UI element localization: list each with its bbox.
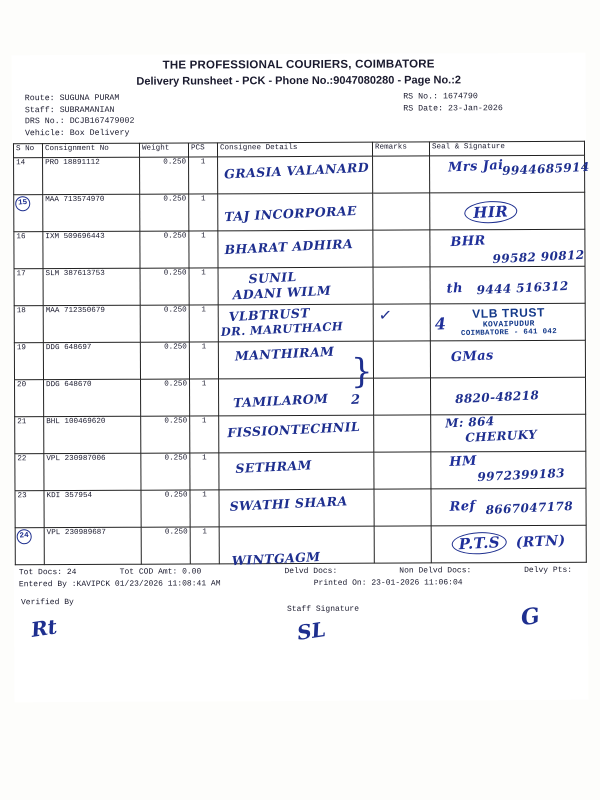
handwritten-phone: 9972399183 <box>477 466 566 485</box>
cell-consignee-details <box>218 157 373 195</box>
cell-remarks <box>373 341 430 378</box>
cell-signature <box>431 489 586 527</box>
cell-consignment: IXM 509696443 <box>43 232 140 269</box>
handwritten-signature: M: 864 <box>444 414 495 431</box>
handwritten-signature: HIR <box>464 200 518 225</box>
handwritten-consignee: SETHRAM <box>235 457 313 477</box>
circled-sno: 15 <box>15 196 31 212</box>
table-row <box>15 489 586 528</box>
handwritten-consignee: BHARAT ADHIRA <box>224 236 354 258</box>
col-sno: S No <box>13 144 42 158</box>
col-pcs: PCS <box>188 143 217 157</box>
handwritten-phone: 99582 90812 <box>492 248 585 267</box>
cell-consignment: VPL 230989687 <box>44 528 141 565</box>
cell-weight: 0.250 <box>141 490 190 527</box>
signature-block <box>15 596 587 656</box>
document-meta <box>13 91 585 140</box>
cell-consignee-details <box>218 194 373 232</box>
cell-signature <box>431 415 586 453</box>
handwritten-phone: 9444 516312 <box>476 279 569 298</box>
handwritten-consignee: GRASIA VALANARD <box>223 159 370 182</box>
stamp-line1: VLB TRUST <box>472 305 546 322</box>
handwritten-consignee-line2: DR. MARUTHACH <box>220 319 344 340</box>
printed-on: Printed On: 23-01-2026 11:06:04 <box>313 578 463 588</box>
handwritten-signature: 4 <box>434 314 447 335</box>
meta-right-block <box>403 91 503 115</box>
tot-docs: Tot Docs: 24 <box>18 568 77 578</box>
cell-pcs: 1 <box>190 453 219 490</box>
cell-consignment: DDG 648697 <box>43 343 140 380</box>
handwritten-consignee: TAJ INCORPORAE <box>224 203 358 225</box>
cell-weight: 0.250 <box>140 305 189 342</box>
cell-signature <box>430 193 585 231</box>
col-remarks: Remarks <box>372 142 429 156</box>
cell-weight: 0.250 <box>141 453 190 490</box>
cell-consignee-details <box>218 268 373 306</box>
cell-consignee-details <box>219 416 374 454</box>
staff-signature-mark: SL <box>295 617 328 646</box>
tot-cod-amt: Tot COD Amt: 0.00 <box>119 567 202 578</box>
col-consignee-details: Consignee Details <box>217 143 372 158</box>
meta-drs-no: DRS No.: DCJB167479002 <box>24 116 135 127</box>
verified-by-mark: Rt <box>29 614 59 643</box>
cell-consignee-details <box>218 305 373 343</box>
cell-consignee-details <box>219 490 374 528</box>
cell-signature <box>430 156 590 194</box>
handwritten-consignee: TAMILAROM <box>232 391 329 411</box>
cell-sno <box>15 528 44 565</box>
cell-signature <box>431 378 586 416</box>
cell-sno <box>14 195 43 232</box>
cell-weight: 0.250 <box>140 342 189 379</box>
cell-weight: 0.250 <box>140 231 189 268</box>
table-row <box>14 304 585 343</box>
handwritten-phone: 8820-48218 <box>454 388 540 407</box>
cell-signature <box>431 526 586 564</box>
stamp-line2: KOVAIPUDUR <box>482 319 535 331</box>
cell-consignment: BHL 100469620 <box>44 417 141 454</box>
extra-signature-mark: G <box>519 603 542 632</box>
cell-sno: 19 <box>14 343 43 380</box>
cell-weight: 0.250 <box>140 268 189 305</box>
vlb-trust-stamp <box>460 305 557 338</box>
table-row <box>15 452 586 491</box>
handwritten-signature-line2: CHERUKY <box>464 427 538 446</box>
cell-pcs: 1 <box>189 157 218 194</box>
cell-consignee-details <box>219 379 374 417</box>
cell-remarks <box>374 378 431 415</box>
table-row <box>14 230 585 269</box>
handwritten-consignee-line2: ADANI WILM <box>232 283 332 303</box>
meta-route: Route: SUGUNA PURAM <box>24 93 120 104</box>
handwritten-qty: 2 <box>350 392 361 409</box>
handwritten-signature: th <box>446 281 464 298</box>
stamp-line3: COIMBATORE - 641 042 <box>460 328 558 339</box>
handwritten-consignee: FISSIONTECHNIL <box>226 419 361 441</box>
cell-signature <box>431 452 586 490</box>
cell-signature <box>430 267 585 305</box>
cell-remarks <box>373 156 430 193</box>
document-subtitle: Delivery Runsheet - PCK - Phone No.:9047080280 - Page No.:2 <box>136 74 462 88</box>
meta-rs-no: RS No.: 1674790 <box>403 92 478 102</box>
meta-staff: Staff: SUBRAMANIAN <box>24 105 115 115</box>
col-seal-signature: Seal & Signature <box>429 142 584 157</box>
col-weight: Weight <box>139 143 188 157</box>
cell-weight: 0.250 <box>141 416 190 453</box>
cell-sno: 21 <box>15 417 44 454</box>
check-mark-icon: ✓ <box>378 306 392 328</box>
handwritten-signature: P.T.S <box>451 531 507 556</box>
table-row <box>15 415 586 454</box>
cell-sno: 16 <box>14 232 43 269</box>
staff-signature-label: Staff Signature <box>286 605 360 615</box>
cell-sno: 23 <box>15 491 44 528</box>
cell-sno: 14 <box>14 158 43 195</box>
cell-signature <box>430 341 585 379</box>
cell-weight: 0.250 <box>140 157 189 194</box>
brace-mark: } <box>350 352 373 393</box>
totals-block <box>15 565 587 590</box>
cell-remarks <box>373 230 430 267</box>
runsheet-table <box>13 141 590 569</box>
cell-pcs: 1 <box>190 379 219 416</box>
table-row <box>14 193 585 232</box>
handwritten-signature: HM <box>449 454 478 471</box>
entered-printed-row <box>19 577 587 591</box>
cell-consignment: KDI 357954 <box>44 491 141 528</box>
cell-consignment: MAA 712350679 <box>43 306 140 343</box>
meta-rs-date: RS Date: 23-Jan-2026 <box>403 103 503 114</box>
cell-pcs: 1 <box>189 268 218 305</box>
cell-pcs: 1 <box>189 194 218 231</box>
cell-pcs: 1 <box>190 416 219 453</box>
handwritten-signature: GMas <box>450 348 495 366</box>
cell-pcs: 1 <box>189 305 218 342</box>
cell-consignment: SLM 387613753 <box>43 269 140 306</box>
cell-consignment: DDG 648670 <box>44 380 141 417</box>
handwritten-consignee: VLBTRUST <box>228 305 311 325</box>
cell-remarks <box>374 526 431 563</box>
cell-pcs: 1 <box>189 231 218 268</box>
table-row <box>15 526 586 565</box>
cell-weight: 0.250 <box>141 527 190 564</box>
cell-consignment: VPL 230987006 <box>44 454 141 491</box>
table-row <box>15 378 586 417</box>
cell-sno: 18 <box>14 306 43 343</box>
cell-remarks <box>374 489 431 526</box>
cell-sno: 20 <box>15 380 44 417</box>
handwritten-consignee: SWATHI SHARA <box>229 493 348 515</box>
cell-remarks <box>373 193 430 230</box>
handwritten-phone: 9944685914 <box>501 160 590 179</box>
col-consignment: Consignment No <box>42 144 139 158</box>
verified-by-label: Verified By <box>20 598 74 608</box>
cell-pcs: 1 <box>189 342 218 379</box>
cell-consignee-details <box>219 527 374 569</box>
circled-sno: 24 <box>16 529 32 545</box>
delvy-pts: Delvy Pts: <box>524 566 573 576</box>
cell-sno: 22 <box>15 454 44 491</box>
entered-by: Entered By :KAVIPCK 01/23/2026 11:08:41 AM <box>18 579 221 590</box>
cell-pcs: 1 <box>190 527 219 564</box>
cell-signature <box>430 230 585 268</box>
non-delvd-docs: Non Delvd Docs: <box>399 566 472 576</box>
cell-weight: 0.250 <box>141 379 190 416</box>
handwritten-signature: Ref <box>449 499 476 516</box>
table-row <box>14 156 585 195</box>
cell-consignee-details <box>219 453 374 491</box>
meta-vehicle: Vehicle: Box Delivery <box>24 128 130 138</box>
handwritten-signature: Mrs Jai <box>447 158 504 176</box>
cell-signature <box>430 304 585 342</box>
cell-remarks <box>374 415 431 452</box>
cell-remarks <box>373 267 430 304</box>
cell-pcs: 1 <box>190 490 219 527</box>
document-title: THE PROFESSIONAL COURIERS, COIMBATORE <box>162 58 435 72</box>
handwritten-phone: 8667047178 <box>485 499 574 518</box>
table-row <box>14 267 585 306</box>
delvd-docs: Delvd Docs: <box>284 567 338 577</box>
runsheet-sheet <box>13 54 588 701</box>
handwritten-consignee: SUNIL <box>248 269 297 287</box>
table-row <box>14 341 585 380</box>
cell-consignment: PRO 18891112 <box>43 158 140 195</box>
cell-consignee-details <box>218 342 373 393</box>
cell-consignment: MAA 713574970 <box>43 195 140 232</box>
handwritten-consignee-line2: WINTGAGM <box>231 549 321 569</box>
cell-consignee-details <box>218 231 373 269</box>
cell-sno: 17 <box>14 269 43 306</box>
cell-weight: 0.250 <box>140 194 189 231</box>
cell-remarks <box>373 304 430 341</box>
handwritten-signature-note: (RTN) <box>515 533 566 552</box>
handwritten-signature: BHR <box>450 233 487 251</box>
cell-remarks <box>374 452 431 489</box>
handwritten-consignee: MANTHIRAM <box>234 344 335 364</box>
